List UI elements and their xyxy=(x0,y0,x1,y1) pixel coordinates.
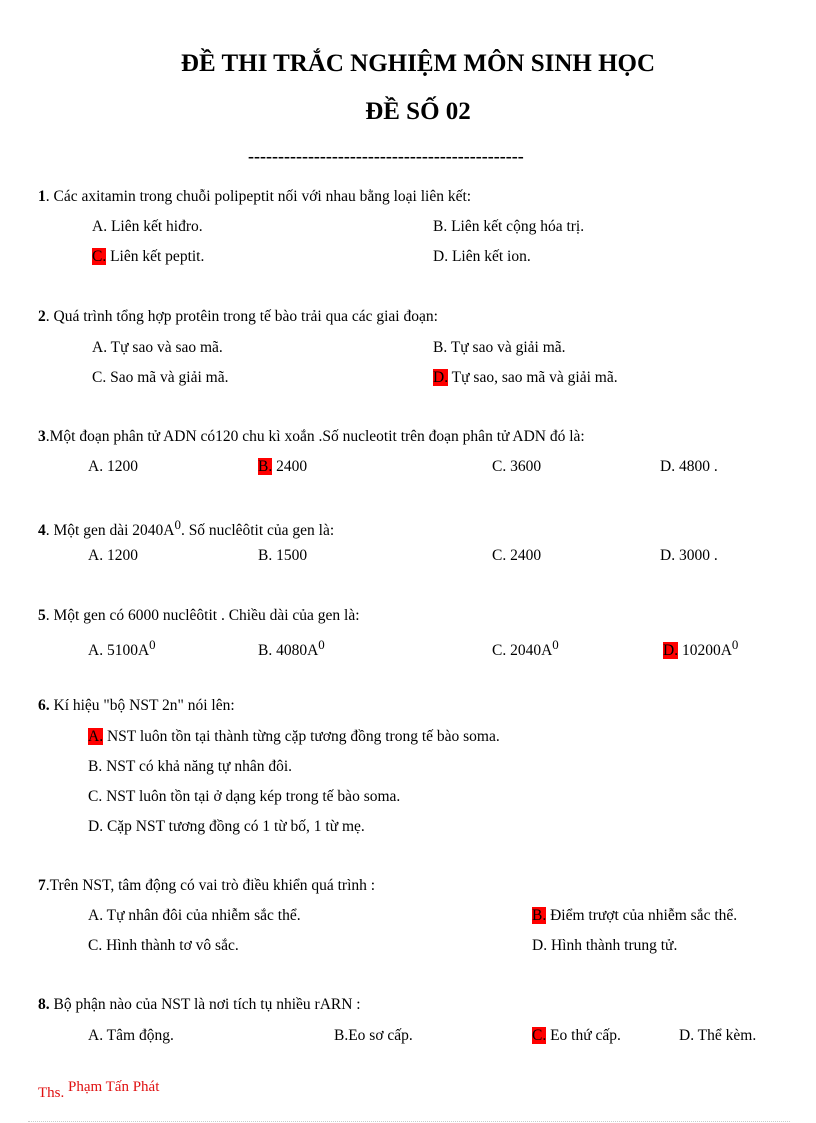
option-4b[interactable]: B. 1500 xyxy=(258,547,308,564)
option-3b[interactable]: B. 2400 xyxy=(258,458,308,475)
option-3a[interactable]: A. 1200 xyxy=(88,458,138,475)
answer-highlight: B. xyxy=(532,907,547,924)
question-text: . Các axitamin trong chuỗi polipeptit nối với nhau bằng loại liên kết: xyxy=(45,188,472,205)
question-text: . Quá trình tổng hợp protêin trong tế bào trải qua các giai đoạn: xyxy=(45,308,438,325)
option-6b[interactable]: B. NST có khả năng tự nhân đôi. xyxy=(88,758,293,775)
option-8d[interactable]: D. Thể kèm. xyxy=(679,1027,757,1044)
question-number: 8. xyxy=(38,996,50,1013)
exam-subtitle: ĐỀ SỐ 02 xyxy=(365,98,471,125)
question-number: 2 xyxy=(38,308,46,325)
question-5 xyxy=(38,607,360,625)
option-5a[interactable]: A. $5100A^0$ xyxy=(88,637,156,660)
question-6 xyxy=(38,697,235,715)
option-4c[interactable]: C. 2400 xyxy=(492,547,542,564)
option-1b[interactable]: B. Liên kết cộng hóa trị. xyxy=(433,218,585,235)
question-3 xyxy=(38,428,585,446)
option-2b[interactable]: B. Tự sao và giải mã. xyxy=(433,339,566,356)
option-8b[interactable]: B.Eo sơ cấp. xyxy=(334,1027,413,1044)
option-2c[interactable]: C. Sao mã và giải mã. xyxy=(92,369,229,386)
option-7b[interactable]: B. Điểm trượt của nhiễm sắc thể. xyxy=(532,907,738,924)
question-1 xyxy=(38,188,471,206)
signature-name: Phạm Tấn Phát xyxy=(64,1079,160,1095)
option-6d[interactable]: D. Cặp NST tương đồng có 1 từ bố, 1 từ mẹ. xyxy=(88,818,365,835)
author-signature xyxy=(38,1079,160,1102)
question-number: 6. xyxy=(38,697,50,714)
option-3d[interactable]: D. 4800 . xyxy=(660,458,718,475)
option-7c[interactable]: C. Hình thành tơ vô sắc. xyxy=(88,937,239,954)
option-1a[interactable]: A. Liên kết hiđro. xyxy=(92,218,203,235)
option-5b[interactable]: B. $4080A^0$ xyxy=(258,637,325,660)
question-7 xyxy=(38,877,375,895)
question-text: Kí hiệu "bộ NST 2n" nói lên: xyxy=(49,697,235,714)
option-2d[interactable]: D. Tự sao, sao mã và giải mã. xyxy=(433,369,618,386)
signature-prefix: Ths. xyxy=(38,1085,65,1101)
question-text: . Một gen dài 2040A xyxy=(45,522,175,540)
exam-title: ĐỀ THI TRẮC NGHIỆM MÔN SINH HỌC xyxy=(180,50,656,77)
option-7d[interactable]: D. Hình thành trung tử. xyxy=(532,937,678,954)
option-2a[interactable]: A. Tự sao và sao mã. xyxy=(92,339,223,356)
question-8 xyxy=(38,996,361,1014)
option-6a[interactable]: A. NST luôn tồn tại thành từng cặp tương đồng trong tế bào soma. xyxy=(88,728,500,745)
answer-highlight: D. xyxy=(433,369,449,386)
question-2 xyxy=(38,308,438,326)
option-7a[interactable]: A. Tự nhân đôi của nhiễm sắc thể. xyxy=(88,907,301,924)
question-text: Bộ phận nào của NST là nơi tích tụ nhiều rARN : xyxy=(49,996,361,1013)
question-text: .Trên NST, tâm động có vai trò điều khiển quá trình : xyxy=(45,877,376,894)
question-number: 3 xyxy=(38,428,46,445)
option-1d[interactable]: D. Liên kết ion. xyxy=(433,248,531,265)
answer-highlight: C. xyxy=(532,1027,547,1044)
header-divider: ---------------------------------------------- xyxy=(248,146,524,166)
page-footer-divider xyxy=(28,1121,790,1122)
option-8a[interactable]: A. Tâm động. xyxy=(88,1027,174,1044)
option-5d[interactable]: D. $10200A^0$ xyxy=(663,637,739,660)
option-3c[interactable]: C. 3600 xyxy=(492,458,542,475)
option-1c[interactable]: C. Liên kết peptit. xyxy=(92,248,205,265)
option-5c[interactable]: C. $2040A^0$ xyxy=(492,637,559,660)
option-6c[interactable]: C. NST luôn tồn tại ở dạng kép trong tế bào soma. xyxy=(88,788,401,805)
option-8c[interactable]: C. Eo thứ cấp. xyxy=(532,1027,621,1044)
question-number: 1 xyxy=(38,188,46,205)
question-number: 5 xyxy=(38,607,46,624)
question-text: .Một đoạn phân tử ADN có120 chu kì xoắn .Số nucleotit trên đoạn phân tử ADN đó là: xyxy=(45,428,585,445)
question-text: . Một gen có 6000 nuclêôtit . Chiều dài của gen là: xyxy=(45,607,360,624)
question-4: 4. Một gen dài $2040A^0$. Số nuclêôtit của gen là: xyxy=(38,517,335,540)
option-4a[interactable]: A. 1200 xyxy=(88,547,138,564)
question-number: 7 xyxy=(38,877,46,894)
answer-highlight: B. xyxy=(258,458,273,475)
answer-highlight: D. xyxy=(663,642,679,660)
question-number: 4 xyxy=(38,522,46,540)
answer-highlight: A. xyxy=(88,728,104,745)
answer-highlight: C. xyxy=(92,248,107,265)
option-4d[interactable]: D. 3000 . xyxy=(660,547,718,564)
